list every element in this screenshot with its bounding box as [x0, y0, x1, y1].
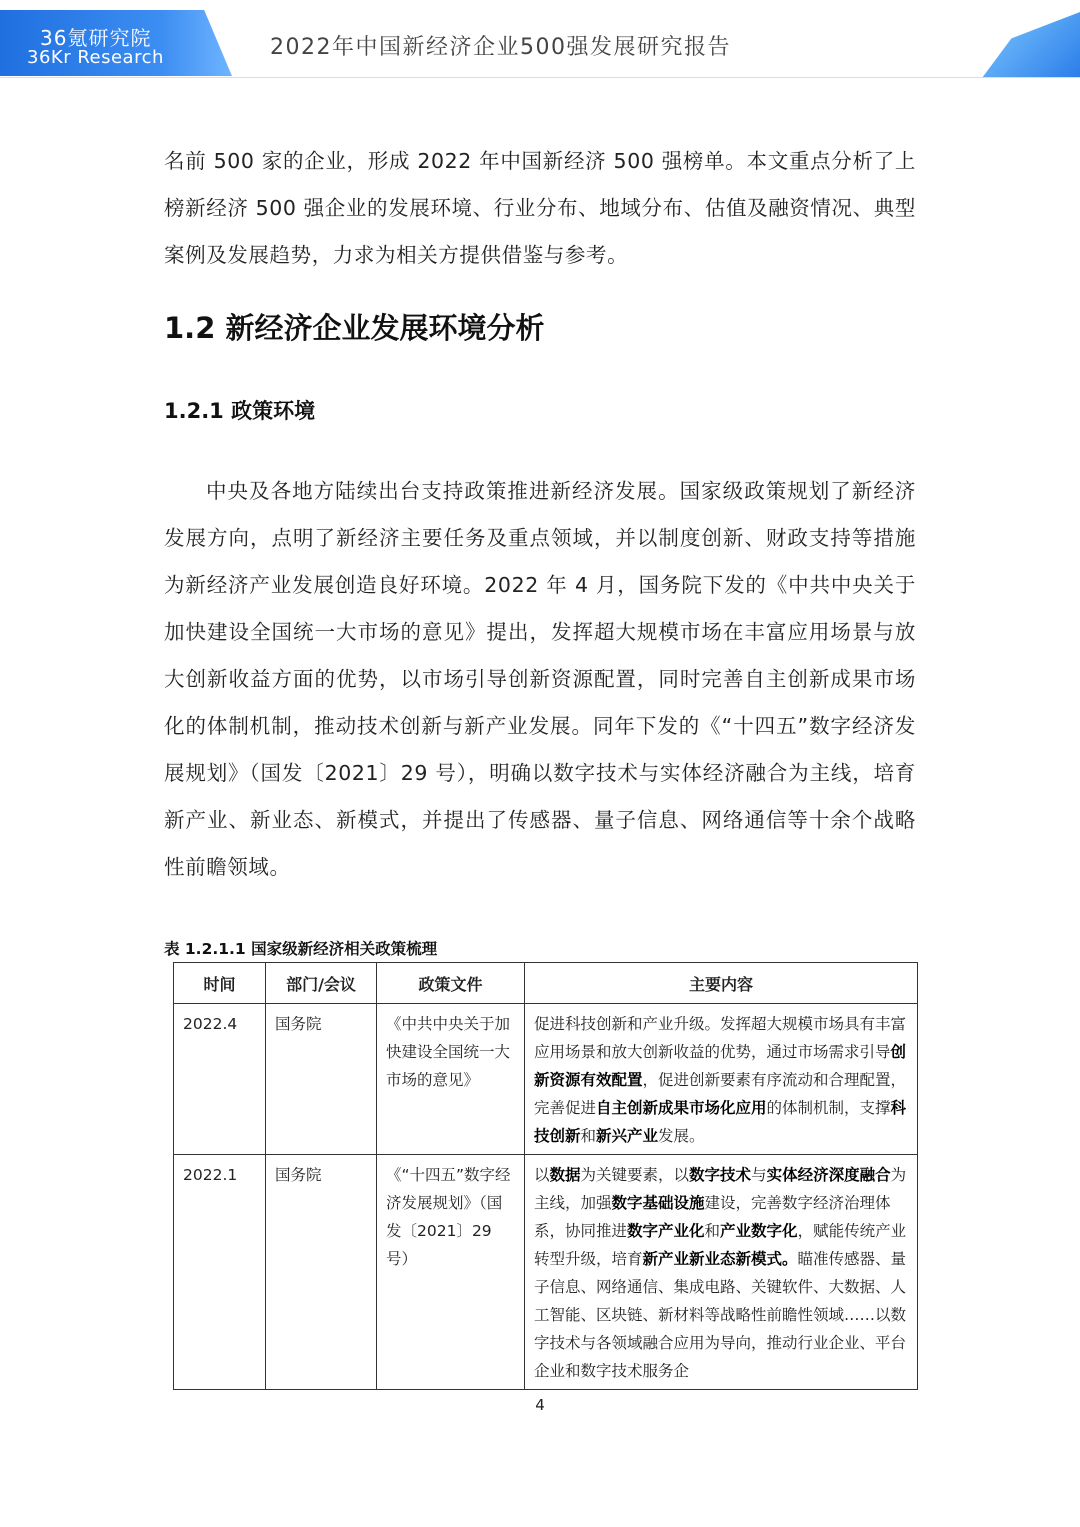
content-text: ，赋能传统产业转型升级，培育: [534, 1222, 907, 1268]
content-text: 建设，完善数字经济治理体系，协同推进: [534, 1194, 891, 1240]
header-content: 主要内容: [525, 963, 918, 1004]
content-text: 和: [704, 1222, 721, 1240]
content-text: 和: [580, 1127, 597, 1145]
report-title: 2022年中国新经济企业500强发展研究报告: [270, 35, 731, 60]
section-heading: 1.2 新经济企业发展环境分析: [164, 311, 545, 345]
cell-department: 国务院: [266, 1004, 377, 1155]
content-text: 以: [534, 1166, 550, 1184]
cell-content: [525, 1155, 918, 1390]
table-row: [174, 1004, 918, 1155]
content-keyword: 数字基础设施: [611, 1194, 705, 1212]
header-department: 部门/会议: [266, 963, 377, 1004]
cell-department: 国务院: [266, 1155, 377, 1390]
header-divider: [0, 77, 1080, 78]
table-row: [174, 1155, 918, 1390]
content-text: 发展。: [658, 1127, 705, 1145]
content-keyword: 数据: [549, 1166, 581, 1184]
content-keyword: 科技创新: [534, 1099, 907, 1145]
content-text: 瞄准传感器、量子信息、网络通信、集成电路、关键软件、大数据、人工智能、区块链、新材料等战略性前瞻性领域……以数字技术与各领域融合应用为导向，推动行业企业、平台企业和数字技术服务企: [534, 1250, 907, 1380]
content-text: ，促进创新要素有序流动和合理配置，完善促进: [534, 1071, 907, 1117]
content-text: 的体制机制，支撑: [766, 1099, 891, 1117]
content-text: 与: [751, 1166, 767, 1184]
content-keyword: 实体经济深度融合: [766, 1166, 891, 1184]
content-keyword: 数字技术: [689, 1166, 752, 1184]
content-keyword: 自主创新成果市场化应用: [596, 1099, 767, 1117]
header-date: 时间: [174, 963, 266, 1004]
content-text: 为关键要素，以: [580, 1166, 690, 1184]
cell-content: [525, 1004, 918, 1155]
content-keyword: 数字产业化: [627, 1222, 705, 1240]
cell-document: 《中共中央关于加快建设全国统一大市场的意见》: [377, 1004, 525, 1155]
intro-paragraph: 名前 500 家的企业，形成 2022 年中国新经济 500 强榜单。本文重点分析了上榜新经济 500 强企业的发展环境、行业分布、地域分布、估值及融资情况、典型案例及发展趋势，力求为相关方提供借鉴与参考。: [164, 149, 916, 267]
header-document: 政策文件: [377, 963, 525, 1004]
logo-text-en: 36Kr Research: [27, 47, 164, 68]
corner-decoration: [982, 12, 1080, 78]
policy-paragraph: 中央及各地方陆续出台支持政策推进新经济发展。国家级政策规划了新经济发展方向，点明了新经济主要任务及重点领域，并以制度创新、财政支持等措施为新经济产业发展创造良好环境。2022 年 4 月，国务院下发的《中共中央关于加快建设全国统一大市场的意见》提出，发挥超大规模市场在丰富应用场景与放大创新收益方面的优势，以市场引导创新资源配置，同时完善自主创新成果市场化的体制机制，推动技术创新与新产业发展。同年下发的《“十四五”数字经济发展规划》（国发〔2021〕29 号），明确以数字技术与实体经济融合为主线，培育新产业、新业态、新模式，并提出了传感器、量子信息、网络通信等十余个战略性前瞻领域。: [164, 479, 916, 879]
cell-date: 2022.4: [174, 1004, 266, 1155]
table-header-row: [174, 963, 918, 1004]
policy-table: [173, 962, 918, 1390]
page-number: 4: [535, 1396, 545, 1414]
table-caption: 表 1.2.1.1 国家级新经济相关政策梳理: [164, 940, 438, 958]
page-header: [0, 0, 1080, 78]
logo-text-cn: 36氪研究院: [40, 26, 152, 50]
cell-date: 2022.1: [174, 1155, 266, 1390]
content-text: 促进科技创新和产业升级。发挥超大规模市场具有丰富应用场景和放大创新收益的优势，通过市场需求引导: [534, 1015, 907, 1061]
content-text: 为主线，加强: [534, 1166, 907, 1212]
content-keyword: 新兴产业: [596, 1127, 659, 1145]
content-keyword: 新产业新业态新模式。: [642, 1250, 798, 1268]
subsection-heading: 1.2.1 政策环境: [164, 399, 316, 423]
content-keyword: 创新资源有效配置: [534, 1043, 907, 1089]
cell-document: 《“十四五”数字经济发展规划》（国发〔2021〕29 号）: [377, 1155, 525, 1390]
content-keyword: 产业数字化: [720, 1222, 798, 1240]
